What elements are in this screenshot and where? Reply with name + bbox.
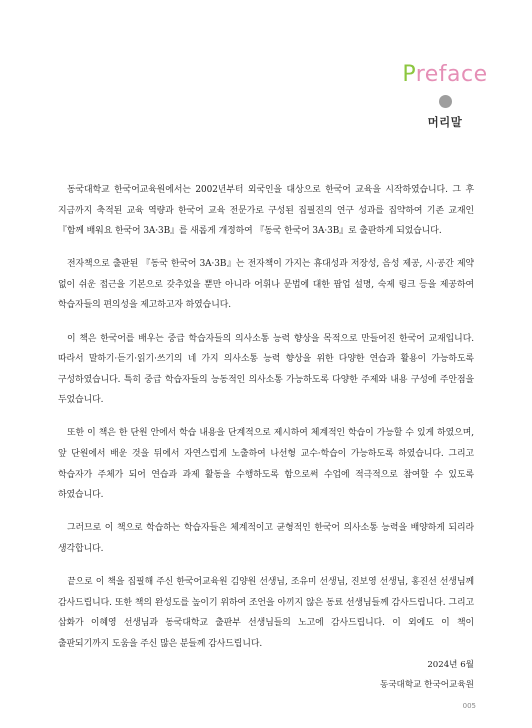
paragraph-3: 이 책은 한국어를 배우는 중급 학습자들의 의사소통 능력 향상을 목적으로 만들어진 한국어 교재입니다. 따라서 말하기·듣기·읽기·쓰기의 네 가지 의사소통 능력 향상을 위한 다양한 연습과 활용이 가능하도록 구성하였습니다. 특히 중급 학습자들의 능동적인 의사소통 가능하도록 다양한 주제와 내용 구성에 주안점을 두었습니다. <box>58 333 474 406</box>
paragraph-1: 동국대학교 한국어교육원에서는 2002년부터 외국인을 대상으로 한국어 교육을 시작하였습니다. 그 후 지금까지 축적된 교육 역량과 한국어 교육 전문가로 구성된 집필진의 연구 성과를 집약하여 기존 교재인 『함께 배워요 한국어 3A·3B』를 새롭게 개정하여 『동국 한국어 3A·3B』로 출판하게 되었습니다. <box>58 185 474 237</box>
preface-title <box>400 64 490 88</box>
preface-header <box>400 64 490 130</box>
paragraph-6: 끝으로 이 책을 집필해 주신 한국어교육원 김양원 선생님, 조유미 선생님, 진보영 선생님, 홍진선 선생님께 감사드립니다. 또한 책의 완성도를 높이기 위하여 조언을 아끼지 않은 동료 선생님들께 감사드립니다. 그리고 삽화가 이혜영 선생님과 동국대학교 출판부 선생님들의 노고에 감사드립니다. 이 외에도 이 책이 출판되기까지 도움을 주신 많은 분들께 감사드립니다. <box>58 577 474 649</box>
paragraph-2: 전자책으로 출판된 『동국 한국어 3A·3B』는 전자책이 가지는 휴대성과 저장성, 음성 제공, 시·공간 제약 없이 쉬운 접근을 기본으로 갖추었을 뿐만 아니라 어휘나 문법에 대한 팝업 설명, 숙제 링크 등을 제공하여 학습자들의 편의성을 제고하고자 하였습니다. <box>58 259 474 311</box>
preface-body <box>58 180 474 667</box>
page-number: 005 <box>462 702 476 710</box>
signature-org: 동국대학교 한국어교육원 <box>379 680 474 690</box>
signature-date: 2024년 6월 <box>427 660 474 670</box>
signature-block <box>380 655 474 695</box>
preface-title-rest: reface <box>415 62 488 87</box>
preface-subtitle: 머리말 <box>427 115 463 129</box>
paragraph-4: 또한 이 책은 한 단원 안에서 학습 내용을 단계적으로 제시하여 체계적인 학습이 가능할 수 있게 하였으며, 앞 단원에서 배운 것을 뒤에서 자연스럽게 노출하여 나선형 교수·학습이 가능하도록 하였습니다. 그리고 학습자가 주체가 되어 연습과 과제 활동을 수행하도록 함으로써 수업에 적극적으로 참여할 수 있도록 하였습니다. <box>58 428 475 501</box>
bullet-dot-icon <box>439 95 452 108</box>
paragraph-5: 그러므로 이 책으로 학습하는 학습자들은 체계적이고 균형적인 한국어 의사소통 능력을 배양하게 되리라 생각합니다. <box>58 523 474 554</box>
preface-title-lead: P <box>402 62 416 87</box>
